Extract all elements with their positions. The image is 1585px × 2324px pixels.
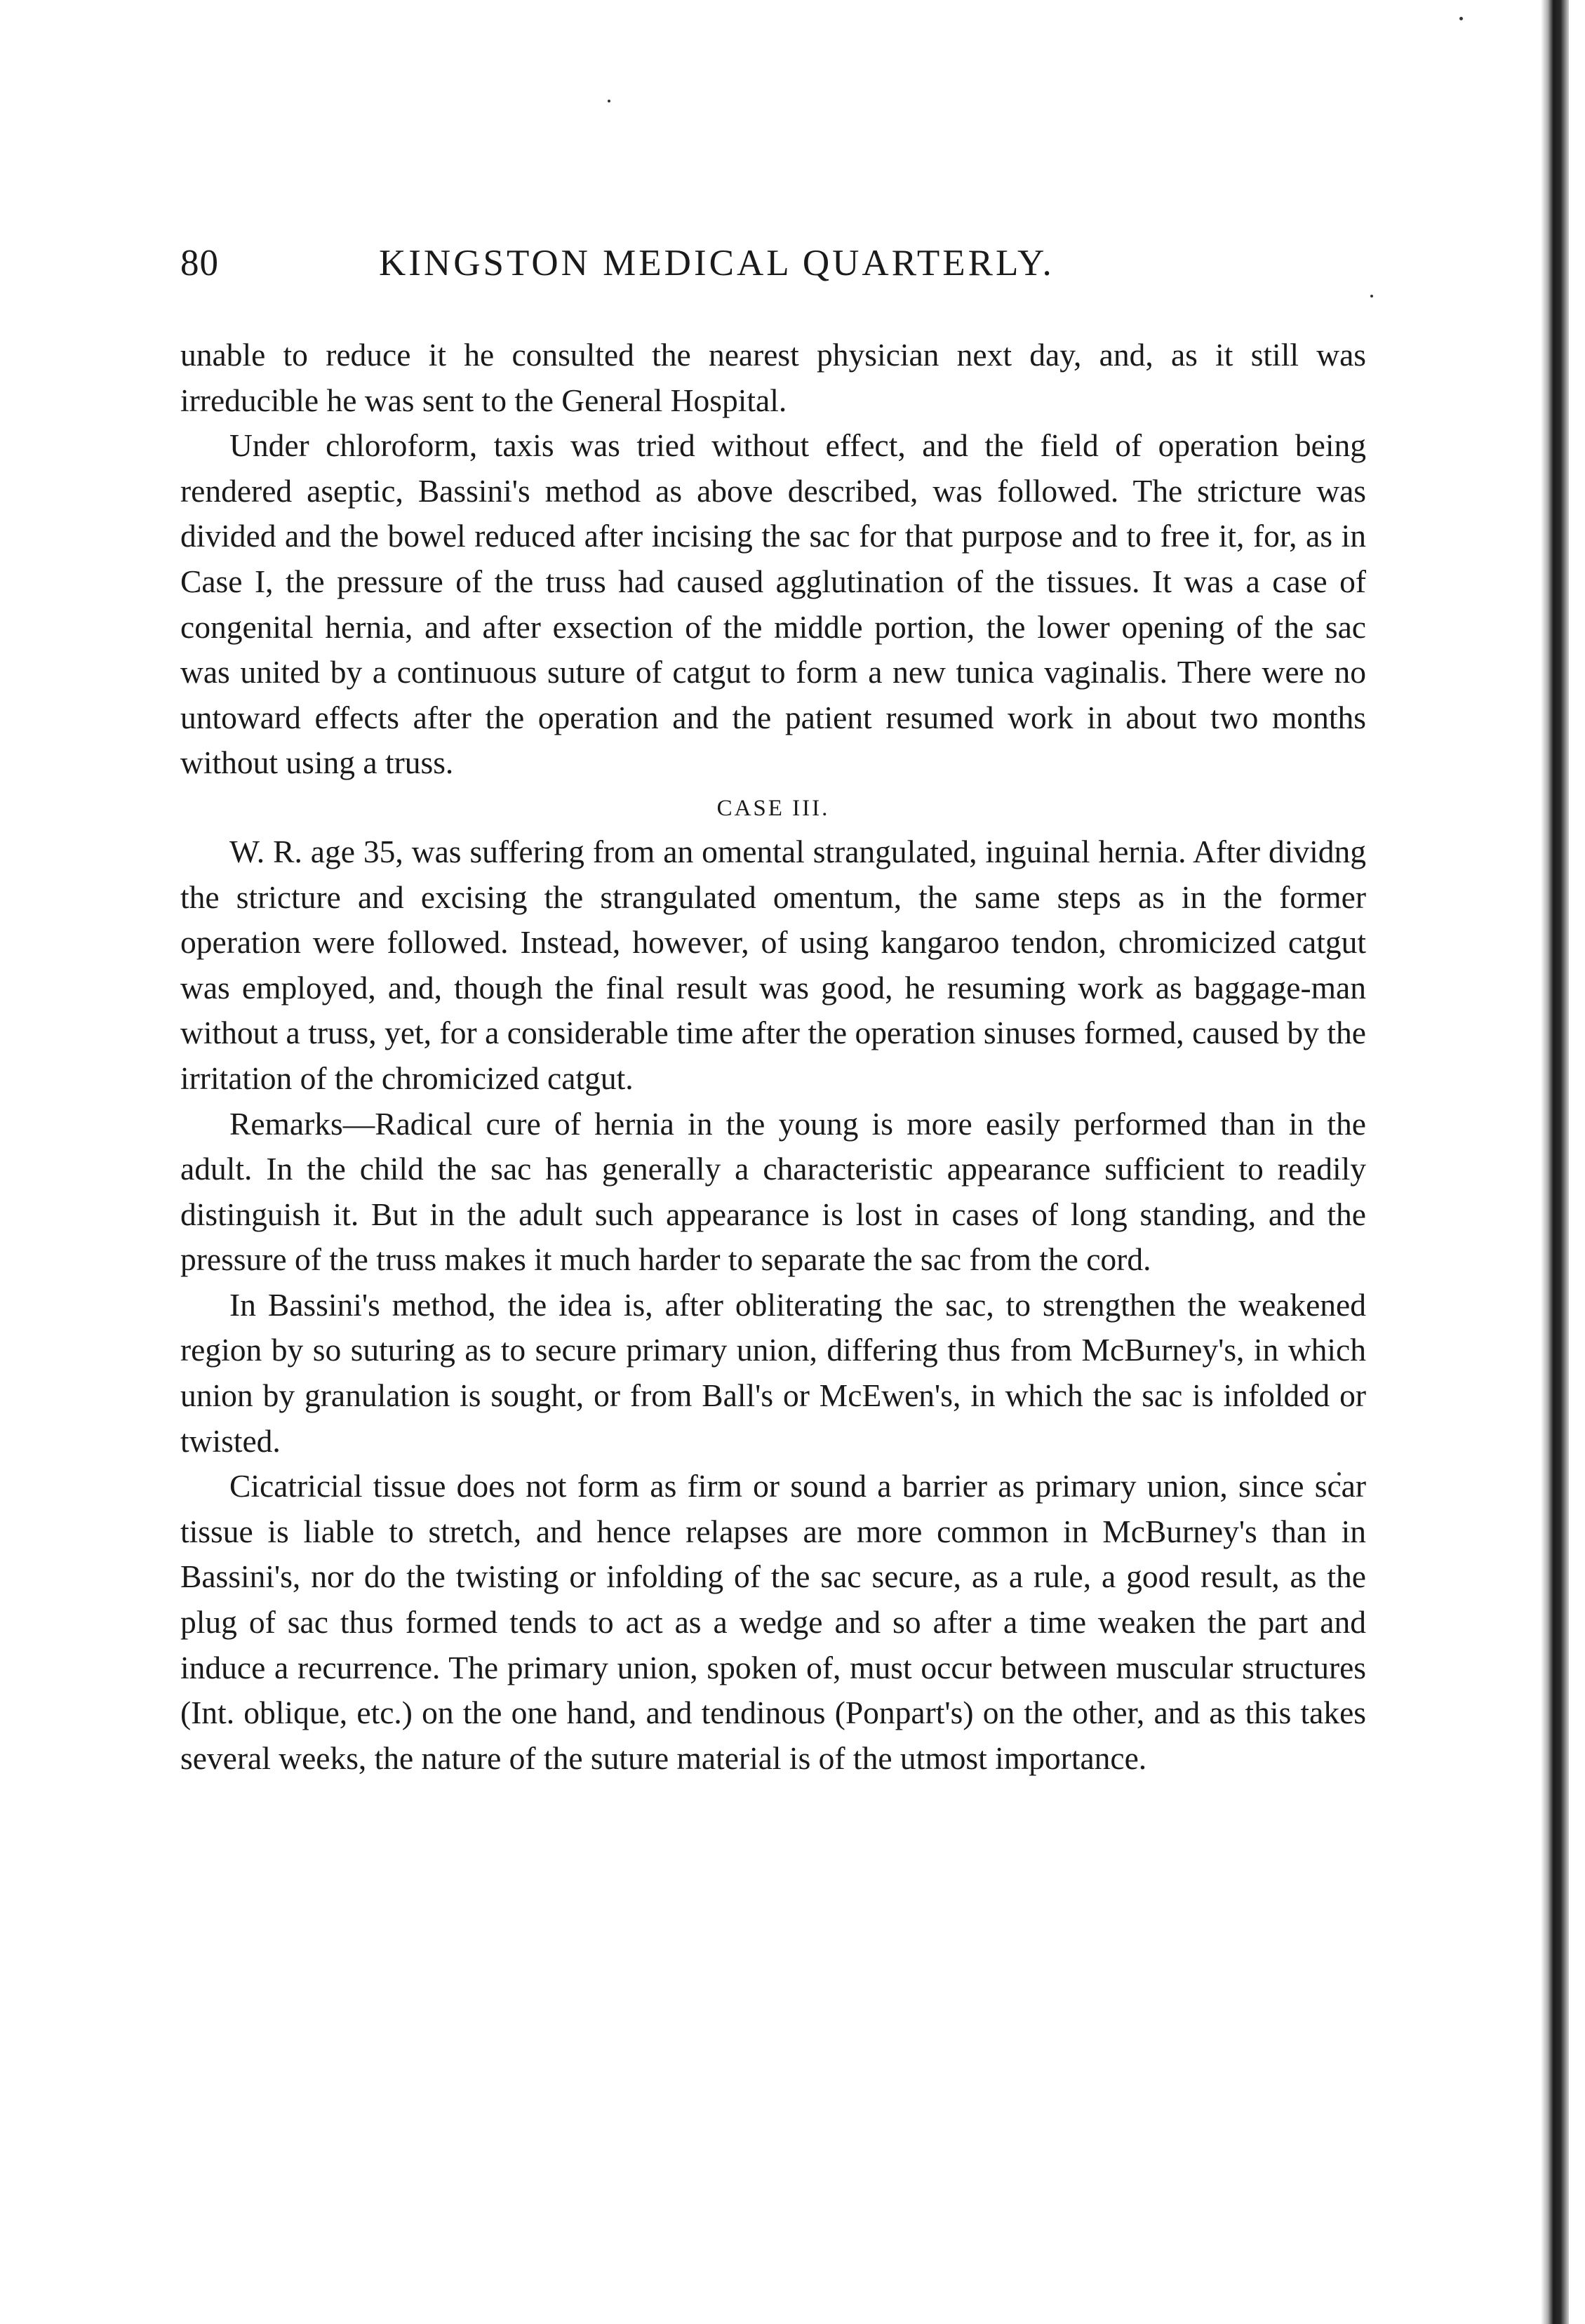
- body-text: [180, 333, 1366, 1781]
- paragraph: unable to reduce it he consulted the nearest physician next day, and, as it still was irreducible he was sent to the General Hospital.: [180, 337, 1366, 418]
- scan-edge-shadow: [1541, 0, 1569, 2324]
- page-number: 80: [180, 243, 219, 283]
- scan-speck: [1370, 295, 1373, 298]
- scan-speck: [608, 100, 610, 102]
- paragraph: Remarks—Radical cure of hernia in the young is more easily performed than in the adult. In the child the sac has generally a characteristic appearance sufficient to readily distinguish it. But in the adult such appearance is lost in cases of long standing, and the pressure of the truss makes it much harder to separate the sac from the cord.: [180, 1105, 1366, 1278]
- scan-speck: [1459, 17, 1463, 20]
- paragraph: In Bassini's method, the idea is, after obliterating the sac, to strengthen the weakened region by so suturing as to secure primary union, differing thus from McBurney's, in which union by granulation is sought, or from Ball's or McEwen's, in which the sac is infolded or twisted.: [180, 1286, 1366, 1459]
- running-title: KINGSTON MEDICAL QUARTERLY.: [379, 243, 1055, 283]
- case-heading: CASE III.: [716, 795, 830, 821]
- page-header: [180, 242, 1366, 291]
- paragraph: Under chloroform, taxis was tried without effect, and the field of operation being rendered aseptic, Bassini's method as above described, was followed. The stricture was divided and the bowel reduced after incising the sac for that purpose and to free it, for, as in Case I, the pressure of the truss had caused agglutination of the tissues. It was a case of congenital hernia, and after exsection of the middle portion, the lower opening of the sac was united by a continuous suture of catgut to form a new tunica vaginalis. There were no untoward effects after the operation and the patient resumed work in about two months without using a truss.: [180, 427, 1366, 781]
- paragraph: Cicatricial tissue does not form as firm or sound a barrier as primary union, since scar tissue is liable to stretch, and hence relapses are more common in McBurney's than in Bassini's, nor do the twisting or infolding of the sac secure, as a rule, a good result, as the plug of sac thus formed tends to act as a wedge and so after a time weaken the part and induce a recurrence. The primary union, spoken of, must occur between muscular structures (Int. oblique, etc.) on the one hand, and tendinous (Ponpart's) on the other, and as this takes several weeks, the nature of the suture material is of the utmost importance.: [180, 1468, 1366, 1776]
- paragraph: W. R. age 35, was suffering from an omental strangulated, inguinal hernia. After dividng the stricture and excising the strangulated omentum, the same steps as in the former operation were followed. Instead, however, of using kangaroo tendon, chromicized catgut was employed, and, though the final result was good, he resuming work as baggage-man without a truss, yet, for a considerable time after the operation sinuses formed, caused by the irritation of the chromicized catgut.: [180, 833, 1366, 1096]
